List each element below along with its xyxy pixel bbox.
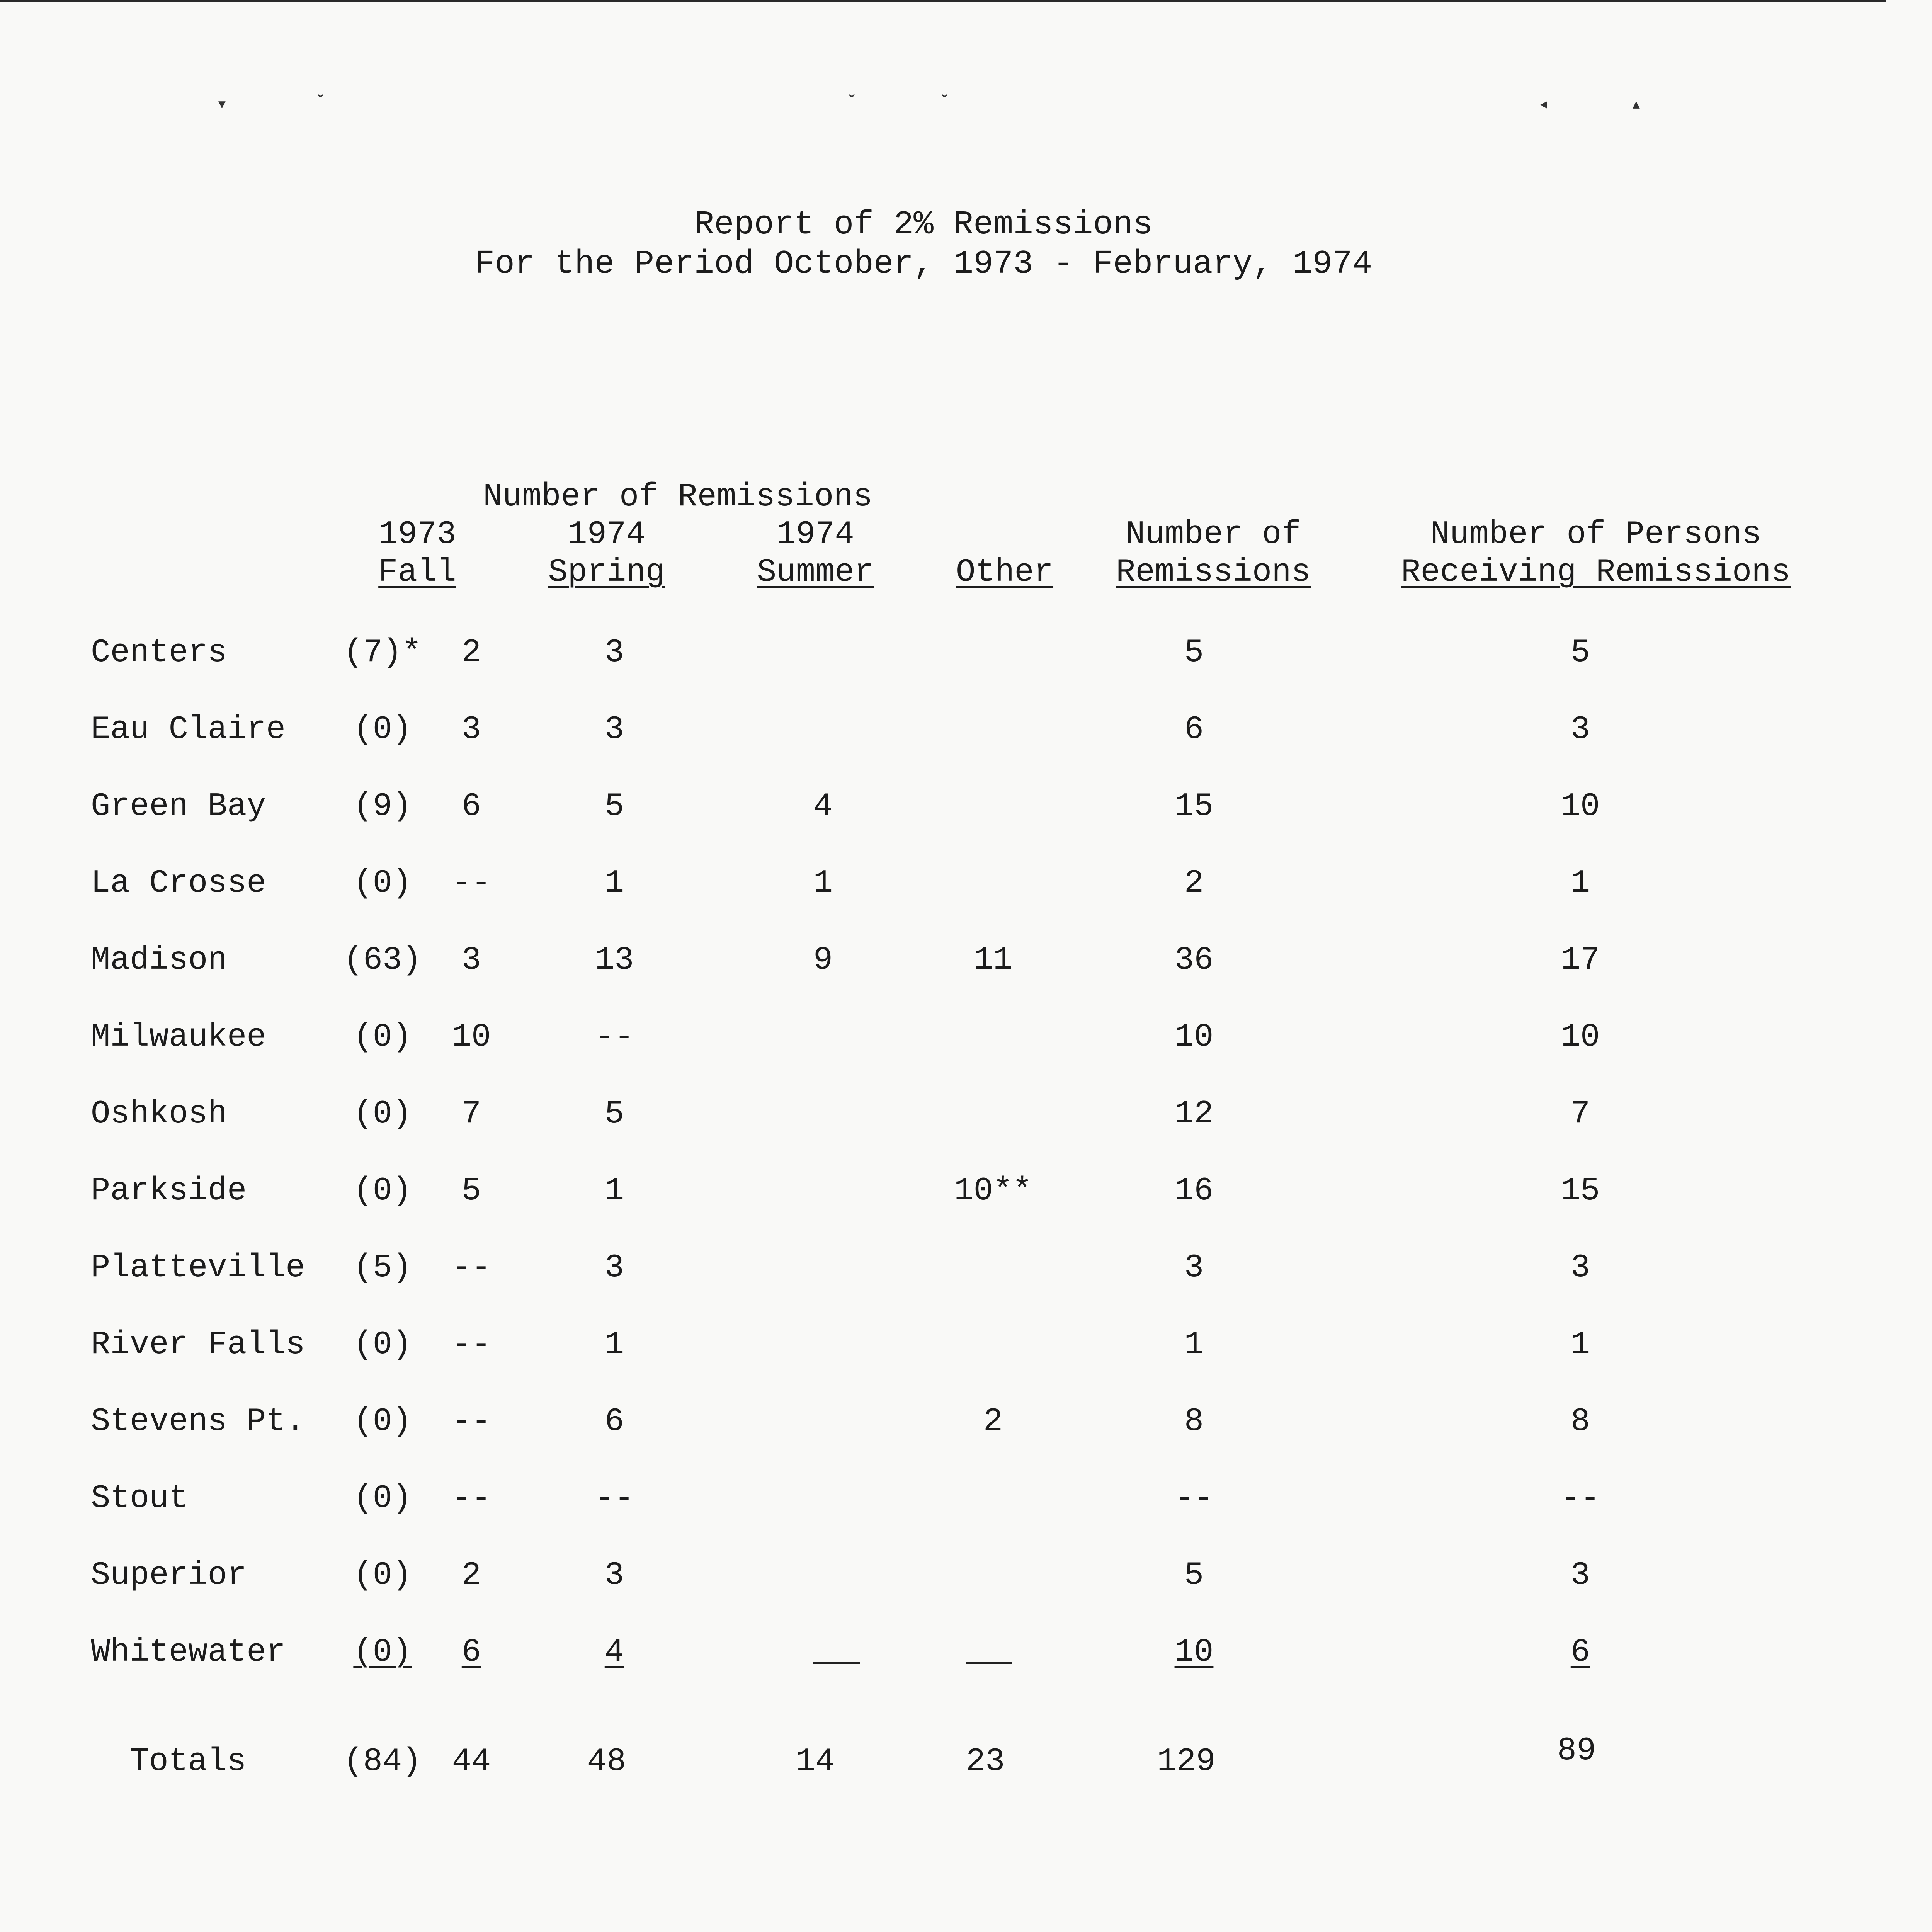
row-persons-receiving: 10 — [1561, 788, 1600, 825]
header-other: Other — [956, 554, 1054, 591]
row-persons-receiving: 3 — [1570, 1250, 1590, 1286]
row-spring-1974: 1 — [604, 1173, 624, 1209]
totals-summer: 14 — [796, 1743, 835, 1780]
row-number-of-remissions: 12 — [1174, 1096, 1214, 1133]
scan-speck: ˘ — [939, 93, 950, 114]
row-campus: Stevens Pt. — [91, 1403, 305, 1440]
row-fall-1973: 5 — [461, 1173, 481, 1209]
row-fall-1973: 2 — [461, 1557, 481, 1594]
row-prev-fall: (0) — [353, 1634, 412, 1671]
row-persons-receiving: 15 — [1561, 1173, 1600, 1209]
row-prev-fall: (63) — [344, 942, 422, 979]
row-persons-receiving: 1 — [1570, 1327, 1590, 1363]
row-number-of-remissions: 5 — [1184, 634, 1204, 671]
row-campus: Superior — [91, 1557, 247, 1594]
row-prev-fall: (0) — [353, 865, 412, 902]
row-prev-fall: (0) — [353, 1019, 412, 1056]
scan-speck: ▾ — [216, 95, 228, 116]
row-fall-1973: -- — [452, 865, 491, 902]
row-prev-fall: (9) — [353, 788, 412, 825]
row-fall-1973: 2 — [461, 634, 481, 671]
row-summer-1974: 1 — [813, 865, 833, 902]
row-number-of-remissions: 15 — [1174, 788, 1214, 825]
row-persons-receiving: -- — [1561, 1480, 1600, 1517]
totals-persons: 89 — [1557, 1733, 1596, 1769]
row-spring-1974: 3 — [604, 1557, 624, 1594]
scan-speck: ˘ — [315, 93, 326, 114]
totals-other: 23 — [966, 1743, 1005, 1780]
header-fall-year: 1973 — [378, 516, 456, 553]
row-campus: Parkside — [91, 1173, 247, 1209]
header-spring-term: Spring — [548, 554, 665, 591]
row-prev-fall: (0) — [353, 1557, 412, 1594]
row-spring-1974: 1 — [604, 865, 624, 902]
row-fall-1973: 10 — [452, 1019, 491, 1056]
row-number-of-remissions: 10 — [1174, 1019, 1214, 1056]
row-number-of-remissions: -- — [1174, 1480, 1214, 1517]
row-persons-receiving: 1 — [1570, 865, 1590, 902]
row-persons-receiving: 10 — [1561, 1019, 1600, 1056]
row-prev-fall: (0) — [353, 711, 412, 748]
row-campus: La Crosse — [91, 865, 266, 902]
header-fall-term: Fall — [378, 554, 456, 591]
row-summer-1974: 4 — [813, 788, 833, 825]
row-spring-1974: 4 — [604, 1634, 624, 1671]
row-prev-fall: (5) — [353, 1250, 412, 1286]
row-fall-1973: 7 — [461, 1096, 481, 1133]
header-spring-year: 1974 — [568, 516, 646, 553]
row-persons-receiving: 3 — [1570, 1557, 1590, 1594]
row-spring-1974: 3 — [604, 711, 624, 748]
row-fall-1973: 3 — [461, 942, 481, 979]
row-number-of-remissions: 6 — [1184, 711, 1204, 748]
report-title: Report of 2% Remissions — [694, 206, 1153, 243]
row-fall-1973: 6 — [461, 788, 481, 825]
row-campus: Milwaukee — [91, 1019, 266, 1056]
row-spring-1974: 13 — [595, 942, 634, 979]
row-fall-1973: 3 — [461, 711, 481, 748]
row-number-of-remissions: 5 — [1184, 1557, 1204, 1594]
row-persons-receiving: 3 — [1570, 711, 1590, 748]
totals-spring: 48 — [587, 1743, 626, 1780]
row-prev-fall: (0) — [353, 1480, 412, 1517]
header-total-line1: Number of — [1126, 516, 1301, 553]
row-number-of-remissions: 3 — [1184, 1250, 1204, 1286]
header-number-of-remissions: Number of Remissions — [483, 479, 873, 515]
row-campus: Centers — [91, 634, 227, 671]
row-prev-fall: (0) — [353, 1403, 412, 1440]
scan-speck: ▴ — [1631, 95, 1642, 116]
scan-speck: ˘ — [846, 93, 857, 114]
header-persons-line1: Number of Persons — [1430, 516, 1762, 553]
header-persons-line2: Receiving Remissions — [1401, 554, 1791, 591]
row-other: 10** — [954, 1173, 1032, 1209]
header-total-line2: Remissions — [1116, 554, 1311, 591]
row-persons-receiving: 7 — [1570, 1096, 1590, 1133]
header-summer-year: 1974 — [776, 516, 854, 553]
row-number-of-remissions: 10 — [1174, 1634, 1214, 1671]
row-fall-1973: -- — [452, 1250, 491, 1286]
summer-column-underline — [813, 1662, 860, 1664]
row-other: 11 — [973, 942, 1013, 979]
totals-label: Totals — [129, 1743, 247, 1780]
other-column-underline — [966, 1662, 1012, 1664]
totals-remissions: 129 — [1157, 1743, 1216, 1780]
row-summer-1974: 9 — [813, 942, 833, 979]
totals-fall: 44 — [452, 1743, 491, 1780]
row-fall-1973: -- — [452, 1403, 491, 1440]
row-prev-fall: (0) — [353, 1327, 412, 1363]
row-prev-fall: (7)* — [344, 634, 422, 671]
row-campus: River Falls — [91, 1327, 305, 1363]
row-spring-1974: 6 — [604, 1403, 624, 1440]
row-number-of-remissions: 1 — [1184, 1327, 1204, 1363]
row-campus: Whitewater — [91, 1634, 286, 1671]
top-border-line — [0, 0, 1886, 2]
scan-speck: ◂ — [1538, 95, 1549, 116]
row-campus: Green Bay — [91, 788, 266, 825]
row-spring-1974: -- — [595, 1480, 634, 1517]
row-number-of-remissions: 2 — [1184, 865, 1204, 902]
row-prev-fall: (0) — [353, 1096, 412, 1133]
row-persons-receiving: 6 — [1570, 1634, 1590, 1671]
row-number-of-remissions: 8 — [1184, 1403, 1204, 1440]
row-persons-receiving: 5 — [1570, 634, 1590, 671]
row-campus: Eau Claire — [91, 711, 286, 748]
row-fall-1973: -- — [452, 1327, 491, 1363]
row-persons-receiving: 8 — [1570, 1403, 1590, 1440]
report-period: For the Period October, 1973 - February, 1974 — [474, 245, 1372, 283]
row-fall-1973: 6 — [461, 1634, 481, 1671]
row-number-of-remissions: 36 — [1174, 942, 1214, 979]
row-prev-fall: (0) — [353, 1173, 412, 1209]
row-spring-1974: 5 — [604, 788, 624, 825]
header-summer-term: Summer — [757, 554, 874, 591]
row-number-of-remissions: 16 — [1174, 1173, 1214, 1209]
row-campus: Stout — [91, 1480, 189, 1517]
row-spring-1974: 1 — [604, 1327, 624, 1363]
row-other: 2 — [983, 1403, 1003, 1440]
row-campus: Oshkosh — [91, 1096, 227, 1133]
row-fall-1973: -- — [452, 1480, 491, 1517]
row-spring-1974: 3 — [604, 1250, 624, 1286]
row-campus: Madison — [91, 942, 227, 979]
row-campus: Platteville — [91, 1250, 305, 1286]
row-spring-1974: -- — [595, 1019, 634, 1056]
row-persons-receiving: 17 — [1561, 942, 1600, 979]
row-spring-1974: 5 — [604, 1096, 624, 1133]
row-spring-1974: 3 — [604, 634, 624, 671]
totals-prev: (84) — [344, 1743, 422, 1780]
